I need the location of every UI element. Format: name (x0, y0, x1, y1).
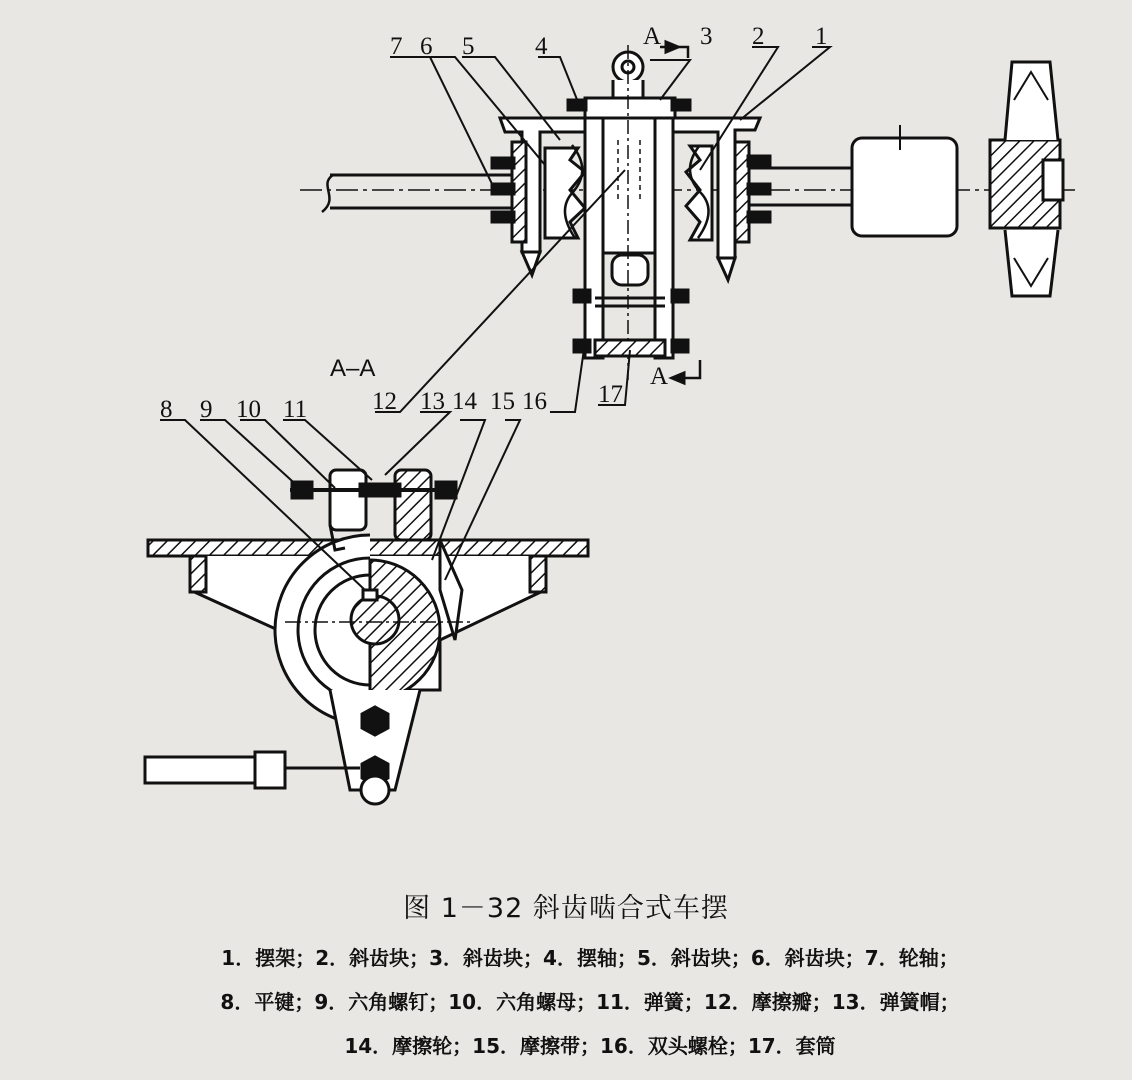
section-marker-bottom: A (650, 363, 669, 390)
elevation-view (300, 42, 1075, 383)
part-label-5: 5 (462, 33, 475, 60)
part-label-16: 16 (522, 388, 547, 415)
part-label-9: 9 (200, 396, 213, 423)
part-label-10: 10 (236, 396, 261, 423)
part-label-12: 12 (372, 388, 397, 415)
pulley (990, 62, 1063, 296)
spring-assembly (290, 470, 456, 550)
part-label-15: 15 (490, 388, 515, 415)
part-label-7: 7 (390, 33, 403, 60)
part-label-11: 11 (283, 396, 308, 423)
lever-arm (145, 690, 420, 804)
part-label-3: 3 (700, 23, 713, 50)
shaft-section (351, 596, 399, 644)
part-label-4: 4 (535, 33, 548, 60)
part-label-8: 8 (160, 396, 173, 423)
bolt-set-right (748, 156, 770, 222)
legend-line-2: 8．平键；9．六角螺钉；10．六角螺母；11．弹簧；12．摩擦瓣；13．弹簧帽； (220, 990, 960, 1014)
part-label-14: 14 (452, 388, 477, 415)
part-label-1: 1 (815, 23, 828, 50)
figure-legend (70, 936, 1110, 1068)
section-view (145, 470, 588, 804)
part-label-2: 2 (752, 23, 765, 50)
legend-line-3: 14．摩擦轮；15．摩擦带；16．双头螺栓；17．套筒 (344, 1034, 836, 1058)
section-title: A–A (330, 355, 376, 382)
part-label-6: 6 (420, 33, 433, 60)
part-label-17: 17 (598, 381, 623, 408)
legend-line-1: 1．摆架；2．斜齿块；3．斜齿块；4．摆轴；5．斜齿块；6．斜齿块；7．轮轴； (221, 946, 959, 970)
figure-caption-title: 图 1－32 斜齿啮合式车摆 (403, 893, 729, 924)
hub-block (852, 138, 957, 236)
section-marker-top: A (643, 23, 662, 50)
bolt-set-left (492, 158, 514, 222)
part-label-13: 13 (420, 388, 445, 415)
